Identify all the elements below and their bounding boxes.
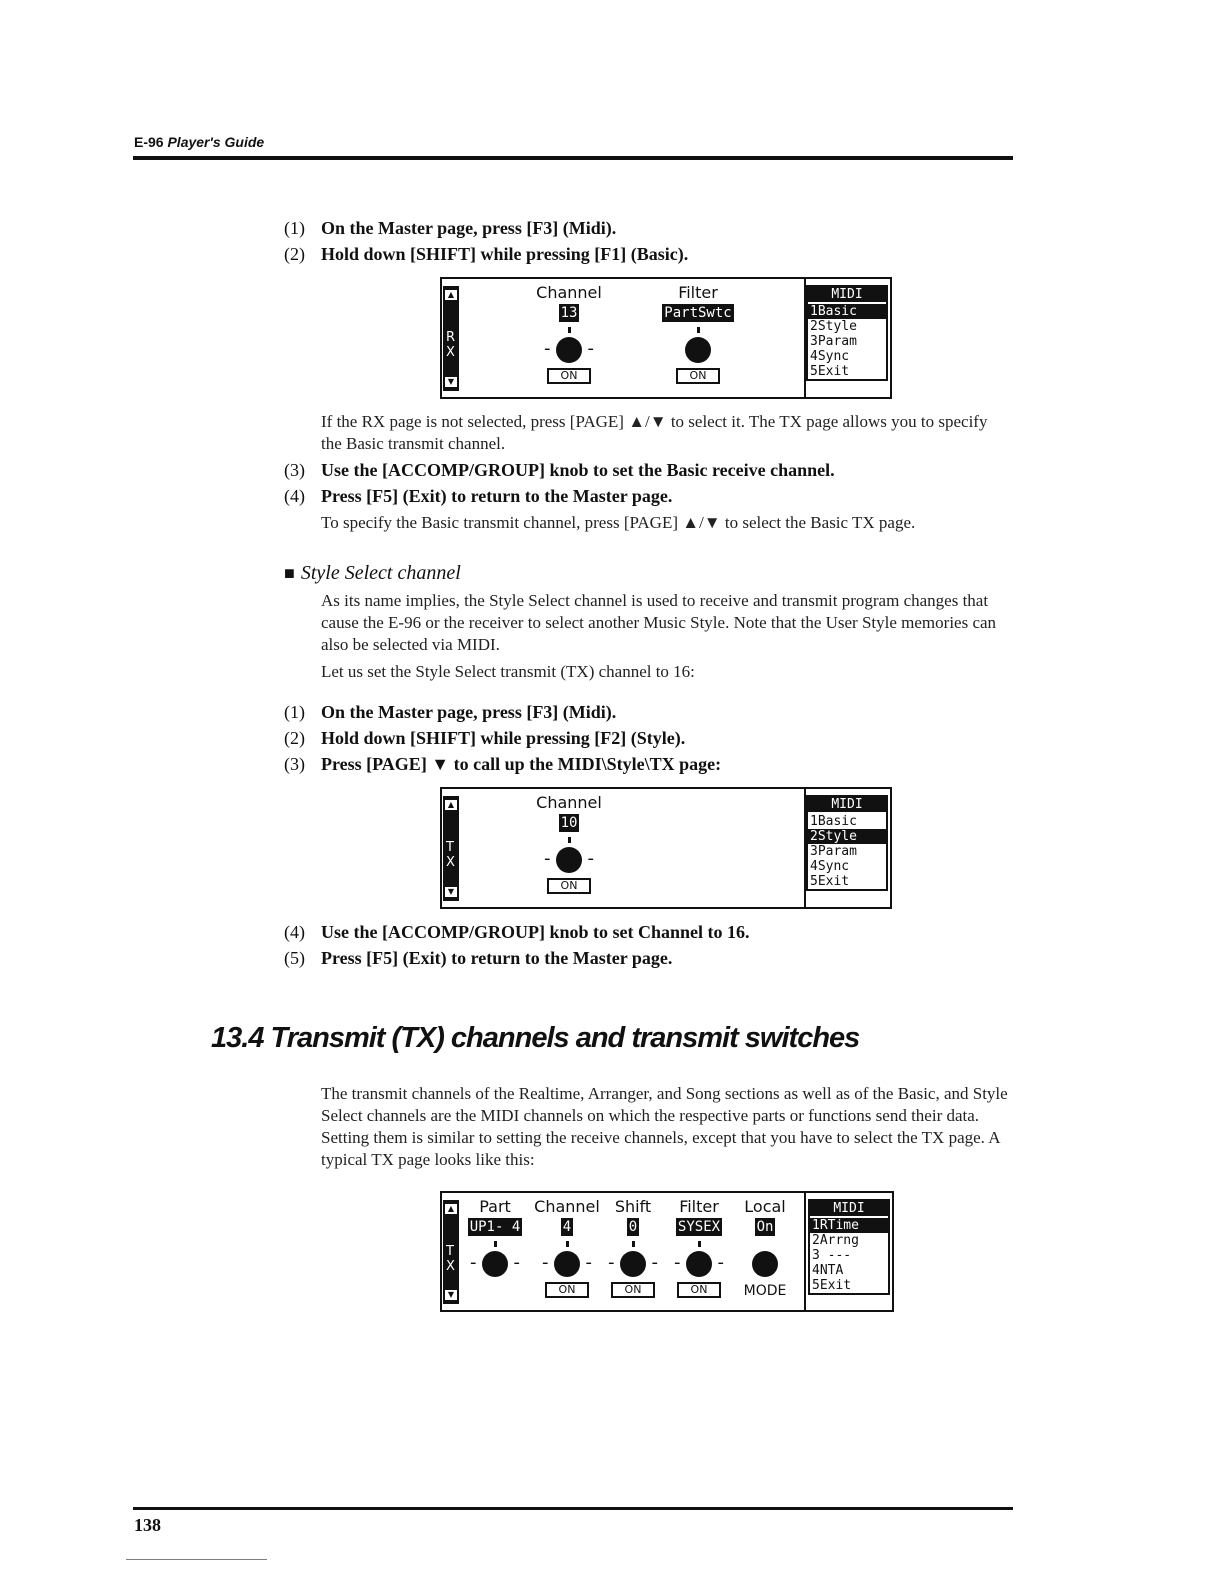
page-strip [443,286,459,391]
lcd-main-area [442,279,806,397]
lcd-screen-basic-rx [440,277,892,399]
mode-label: MODE [743,1283,787,1299]
param-title: Part [479,1197,511,1216]
switch-button[interactable]: ON [547,368,592,384]
menu-title: MIDI [810,1201,888,1216]
param-title: Channel [534,1197,600,1216]
param-title: Channel [536,283,602,302]
param-filter[interactable] [638,283,758,384]
tick-mark [632,1241,635,1247]
step-item [284,486,672,507]
step-text: Use the [ACCOMP/GROUP] knob to set the Basic receive channel. [321,460,835,480]
section-heading: 13.4 Transmit (TX) channels and transmit switches [211,1022,860,1054]
param-channel[interactable] [524,793,614,894]
note-rx: If the RX page is not selected, press [PAGE] ▲/▼ to select it. The TX page allows you to specify the Basic transmit channel. [321,412,988,453]
param-title: Shift [614,1197,652,1216]
knob-icon[interactable] [620,1251,646,1277]
param-filter[interactable] [666,1197,732,1298]
midi-menu [808,1199,890,1295]
param-value: 0 [628,1219,638,1235]
step-number: (5) [284,948,305,968]
page-up-icon[interactable]: ▲ [444,799,458,811]
square-bullet-icon: ■ [284,563,295,583]
menu-item[interactable]: 5Exit [812,1278,852,1293]
param-value: 13 [560,305,578,321]
menu-item[interactable]: 2Style [808,829,886,844]
step-number: (4) [284,486,305,506]
lcd-screen-tx-page [440,1191,894,1312]
param-channel[interactable] [524,283,614,384]
switch-button[interactable]: ON [545,1282,590,1298]
page-down-icon[interactable]: ▼ [444,376,458,388]
running-header [134,134,264,150]
menu-item[interactable]: 2Arrng [812,1233,859,1248]
step-number: (1) [284,218,305,238]
knob-icon[interactable] [556,847,582,873]
page-strip [443,796,459,901]
step-item [284,728,685,749]
menu-item[interactable]: 4NTA [812,1263,844,1278]
param-local[interactable] [732,1197,798,1299]
param-value: UP1- 4 [469,1219,521,1235]
step-number: (4) [284,922,305,942]
step-item [284,948,672,969]
param-title: Local [744,1197,786,1216]
menu-title: MIDI [808,797,886,812]
menu-item[interactable]: 4Sync [810,859,850,874]
menu-item[interactable]: 3 --- [812,1248,852,1263]
page-down-icon[interactable]: ▼ [444,886,458,898]
menu-item[interactable]: 1Basic [808,304,886,319]
tick-mark [568,327,571,333]
tick-mark [697,327,700,333]
page-number: 138 [134,1515,161,1535]
style-paragraph: As its name implies, the Style Select channel is used to receive and transmit program changes that cause the E-96 or the receiver to select another Music Style. Note that the User Style memories can also be selected via MIDI. [321,591,997,654]
step-number: (1) [284,702,305,722]
scan-line [126,1559,267,1560]
switch-button[interactable]: ON [677,1282,722,1298]
param-value: 4 [562,1219,572,1235]
switch-button[interactable]: ON [611,1282,656,1298]
knob-icon[interactable] [685,337,711,363]
tx-paragraph: The transmit channels of the Realtime, Arranger, and Song sections as well as of the Basic, and Style Select channels are the MIDI channels on which the respective parts or functions send their data. Setting them is similar to setting the receive channels, except that you have to select the TX page. A typical TX page looks like this: [321,1084,1008,1169]
step-text: On the Master page, press [F3] (Midi). [321,702,617,722]
knob-icon[interactable] [752,1251,778,1277]
midi-menu [806,285,888,381]
step-text: Press [PAGE] ▼ to call up the MIDI\Style\TX page: [321,754,722,774]
param-title: Channel [536,793,602,812]
midi-menu [806,795,888,891]
subsection-title: Style Select channel [300,562,461,584]
menu-item[interactable]: 5Exit [810,874,850,889]
lcd-main-area [442,789,806,907]
step-text: Use the [ACCOMP/GROUP] knob to set Channel to 16. [321,922,750,942]
page-up-icon[interactable]: ▲ [444,1203,458,1215]
menu-item[interactable]: 1Basic [810,814,857,829]
param-title: Filter [678,283,718,302]
header-model: E-96 [134,134,164,150]
step-text: Hold down [SHIFT] while pressing [F2] (Style). [321,728,686,748]
param-value: 10 [560,815,578,831]
step-number: (3) [284,754,305,774]
menu-item[interactable]: 5Exit [810,364,850,379]
tick-mark [566,1241,569,1247]
menu-item[interactable]: 3Param [810,844,857,859]
menu-item[interactable]: 1RTime [810,1218,888,1233]
page-strip [443,1200,459,1304]
step-text: Hold down [SHIFT] while pressing [F1] (Basic). [321,244,689,264]
subsection-heading [284,562,461,585]
step-number: (2) [284,244,305,264]
step-item [284,754,721,775]
tick-mark [568,837,571,843]
step-number: (3) [284,460,305,480]
knob-icon[interactable] [482,1251,508,1277]
knob-icon[interactable] [554,1251,580,1277]
menu-item[interactable]: 3Param [810,334,857,349]
param-part[interactable] [462,1197,528,1277]
step-text: Press [F5] (Exit) to return to the Master page. [321,486,673,506]
step-item [284,922,749,943]
param-value: PartSwtc [664,305,732,321]
param-channel[interactable] [534,1197,600,1298]
step-item [284,218,616,239]
page-label: RX [446,330,456,360]
style-paragraph-2: Let us set the Style Select transmit (TX) channel to 16: [321,662,695,681]
note-tx: To specify the Basic transmit channel, press [PAGE] ▲/▼ to select the Basic TX page. [321,513,916,532]
switch-button[interactable]: ON [676,368,721,384]
step-text: On the Master page, press [F3] (Midi). [321,218,617,238]
step-number: (2) [284,728,305,748]
menu-title: MIDI [808,287,886,302]
header-title: Player's Guide [167,134,265,150]
param-value: SYSEX [677,1219,721,1235]
lcd-main-area [442,1193,806,1310]
menu-item[interactable]: 4Sync [810,349,850,364]
knob-icon[interactable] [556,337,582,363]
menu-item[interactable]: 2Style [810,319,857,334]
header-rule [133,156,1013,160]
param-title: Filter [679,1197,719,1216]
knob-icon[interactable] [686,1251,712,1277]
tick-mark [494,1241,497,1247]
step-item [284,460,835,481]
lcd-screen-style-tx [440,787,892,909]
param-shift[interactable] [600,1197,666,1298]
step-item [284,702,616,723]
param-value: On [756,1219,774,1235]
page-label: TX [446,1244,455,1274]
tick-mark [698,1241,701,1247]
page-down-icon[interactable]: ▼ [444,1289,458,1301]
switch-button[interactable]: ON [547,878,592,894]
step-text: Press [F5] (Exit) to return to the Master page. [321,948,673,968]
step-item [284,244,688,265]
page-label: TX [446,840,455,870]
page-up-icon[interactable]: ▲ [444,289,458,301]
footer-rule [133,1507,1013,1510]
